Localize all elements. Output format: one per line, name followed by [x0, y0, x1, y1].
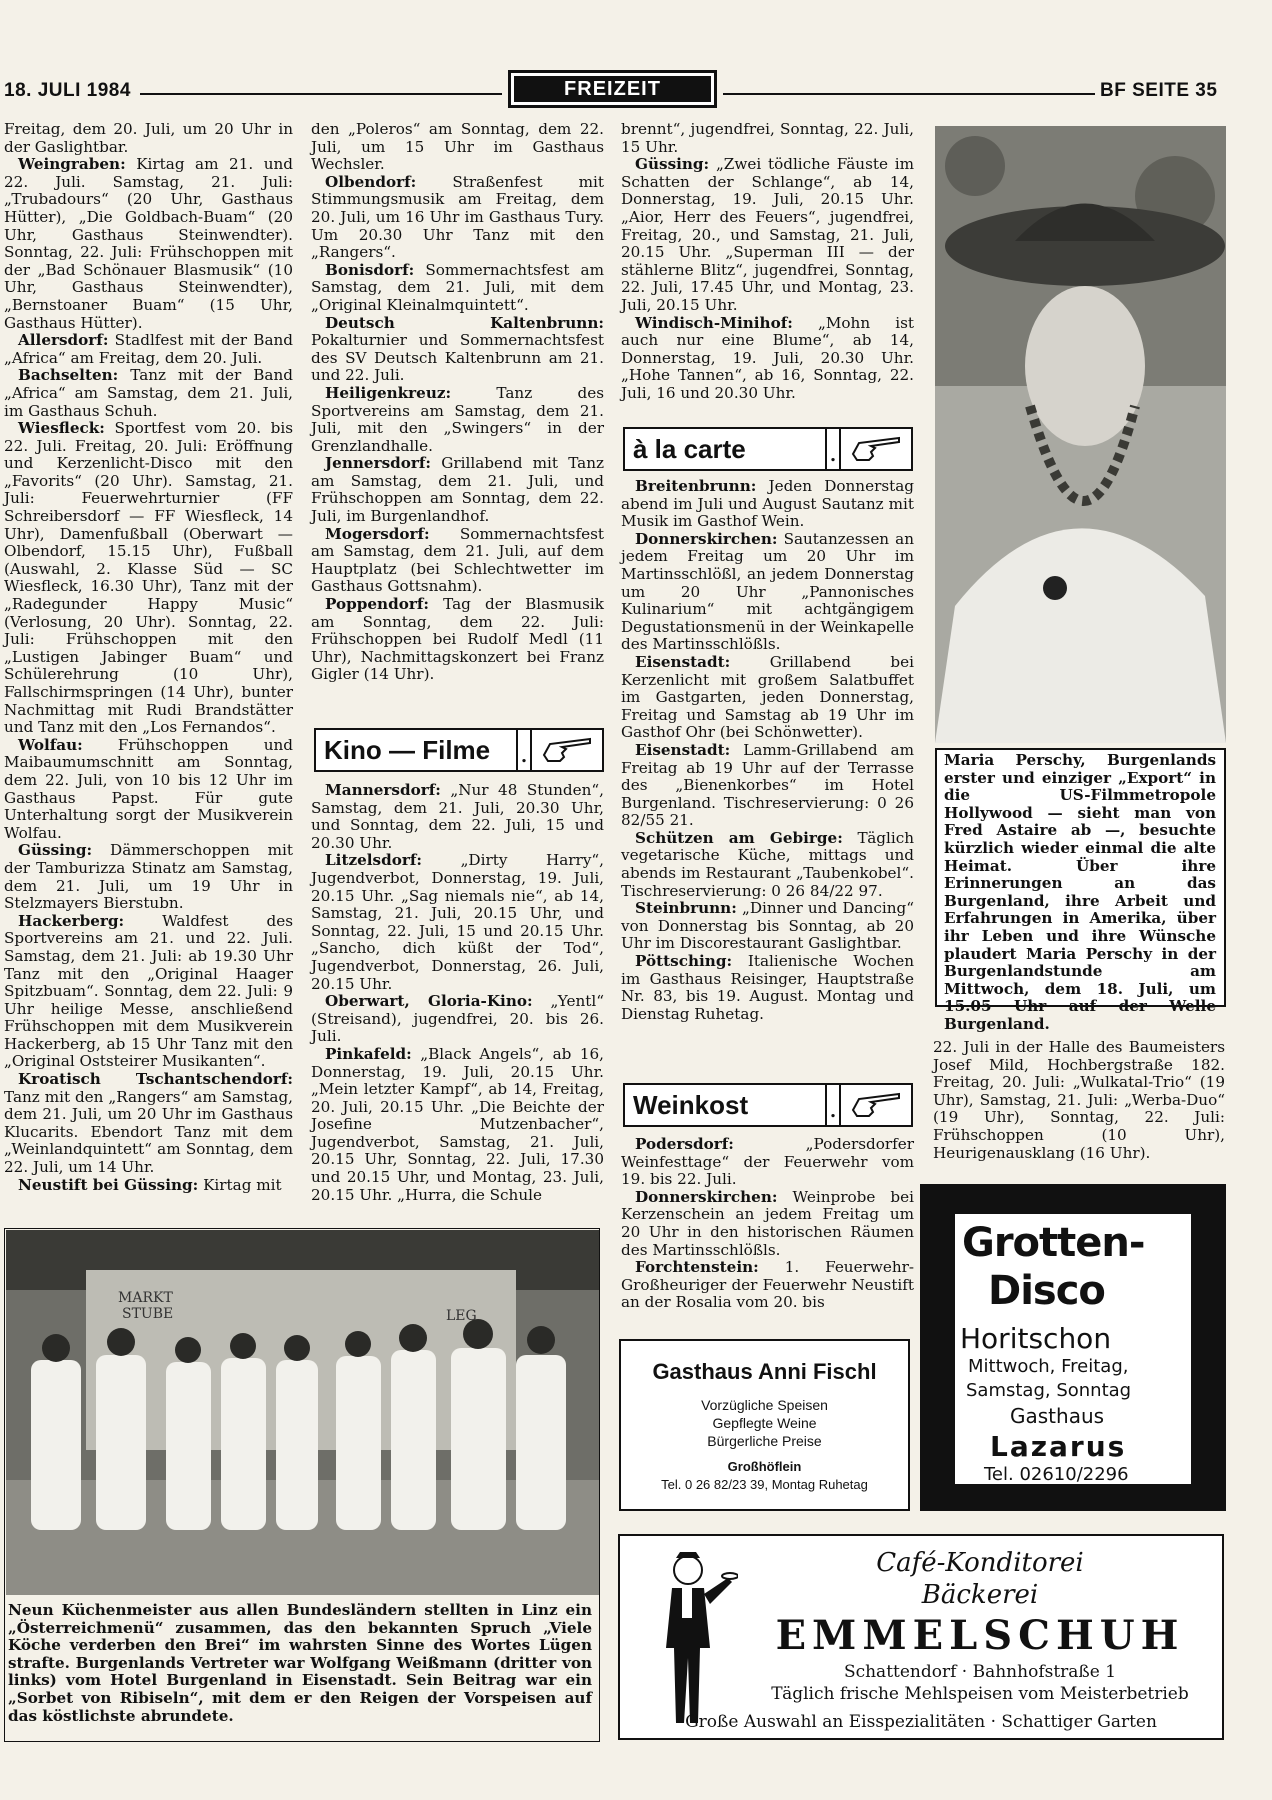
entry-place: Mannersdorf:: [325, 781, 441, 799]
rubric-dot: .: [827, 429, 841, 469]
ad-fischl-name: Gasthaus Anni Fischl: [652, 1359, 877, 1384]
event-entry: [4, 332, 293, 367]
ad-grotten-line5: Samstag, Sonntag: [966, 1380, 1132, 1401]
entry-place: Pöttsching:: [635, 952, 733, 971]
portrait-caption: Maria Perschy, Burgenlands erster und einziger „Export“ in die US-Filmmetropole Hollywood — sieht man von Fred Astaire ab —, besuchte kürzlich wieder einmal die alte Heimat. Über ihre Erinnerungen an das Burgenland, ihre Arbeit und Erfahrungen in Amerika, über ihr Leben und ihre Wünsche plaudert Maria Perschy in der Burgenlandstunde am Mittwoch, dem 18. Juli, um 15.05 Uhr auf der Welle Burgenland.: [944, 751, 1216, 1033]
entry-place: Güssing:: [18, 841, 93, 860]
entry-place: Steinbrunn:: [635, 899, 737, 918]
event-entry: [4, 367, 293, 420]
event-entry: [4, 121, 293, 156]
entry-place: Jennersdorf:: [325, 454, 432, 473]
ad-grotten-line1: Grotten-: [962, 1220, 1145, 1266]
header-rule-right: [723, 93, 1095, 95]
column-1: [4, 121, 293, 1194]
ad-gasthaus-fischl: [619, 1339, 910, 1511]
section-title: FREIZEIT: [514, 76, 711, 102]
waiter-icon: [648, 1548, 738, 1732]
entry-place: Heiligenkreuz:: [325, 383, 452, 402]
entry-text: Täglich vegetarische Küche, mittags und abends im Restaurant „Taubenkobel“. Tischreservierung: 0 26 84/22 97.: [621, 828, 915, 900]
ad-emmelschuh-name: EMMELSCHUH: [775, 1612, 1185, 1659]
event-entry: [311, 596, 604, 684]
entry-text: brennt“, jugendfrei, Sonntag, 22. Juli, 15 Uhr.: [621, 120, 914, 156]
entry-place: Forchtenstein:: [635, 1258, 759, 1277]
entry-place: Schützen am Gebirge:: [635, 828, 843, 847]
pointing-hand-icon: [532, 730, 602, 770]
entry-place: Güssing:: [635, 155, 710, 174]
ad-fischl-tel: Tel. 0 26 82/23 39, Montag Ruhetag: [661, 1477, 868, 1492]
entry-text: Weinprobe bei Kerzenschein an jedem Freitag um 20 Uhr in den historischen Räumen des Martinsschlößls.: [621, 1187, 914, 1259]
entry-text: „Zwei tödliche Fäuste im Schatten der Schlange“, ab 14, Donnerstag, 19. Juli, 20.15 Uhr. „Aior, Herr des Feuers“, jugendfrei, Freitag, 20., und Samstag, 21. Juli, 20.15 Uhr. „Superman III — der stählerne Blitz“, jugendfrei, Sonntag, 22. Juli, 17.45 Uhr, und Montag, 23. Juli, 20.15 Uhr.: [621, 155, 914, 314]
rubric-weinkost: [623, 1083, 913, 1127]
event-entry: [621, 1189, 914, 1259]
entry-text: „Yentl“ (Streisand), jugendfrei, 20. bis 26. Juli.: [311, 992, 604, 1046]
entry-text: Sommernachtsfest am Samstag, dem 21. Juli, mit dem „Original Kleinalmquintett“.: [311, 260, 604, 314]
entry-text: Straßenfest mit Stimmungsmusik am Freitag, dem 20. Juli, um 16 Uhr im Gasthaus Tury. Um 20.30 Uhr Tanz mit den „Rangers“.: [311, 172, 605, 262]
entry-text: Kirtag mit: [203, 1175, 282, 1194]
event-entry: [311, 1046, 604, 1204]
ad-fischl-line2: Gepflegte Weine: [712, 1415, 817, 1431]
event-entry: [621, 478, 914, 531]
event-entry: [621, 953, 914, 1023]
group-photo-sign: MARKT: [118, 1290, 173, 1306]
ad-fischl-line3: Bürgerliche Preise: [707, 1433, 822, 1449]
entry-text: Freitag, dem 20. Juli, um 20 Uhr in der Gaslightbar.: [4, 120, 293, 156]
rubric-kino-label: Kino — Filme: [316, 730, 518, 770]
event-entry: [621, 1136, 914, 1189]
entry-place: Wolfau:: [18, 735, 83, 754]
page-number: BF SEITE 35: [1100, 80, 1218, 101]
issue-date: 18. JULI 1984: [4, 80, 131, 101]
ad-fischl-line1: Vorzügliche Speisen: [701, 1397, 828, 1413]
event-entry: [621, 654, 914, 742]
event-entry: [4, 1071, 293, 1177]
entry-place: Kroatisch Tschantschendorf:: [18, 1070, 293, 1089]
entry-text: „Mohn ist auch nur eine Blume“, ab 14, Donnerstag, 19. Juli, 20.30 Uhr. „Hohe Tannen“, ab 16, Sonntag, 22. Juli, 16 und 20.30 Uhr.: [621, 313, 914, 402]
ad-emmelschuh: [618, 1534, 1224, 1740]
ad-grotten-line7: Lazarus: [990, 1430, 1127, 1463]
entry-place: Hackerberg:: [18, 911, 125, 930]
event-entry: [4, 913, 293, 1071]
entry-text: „Dirty Harry“, Jugendverbot, Donnerstag, 19. Juli, 20.15 Uhr. „Sag niemals nie“, ab 14, Samstag, 21. Juli, 20.15 Uhr, und Sonntag, 22. Juli, 15 und 20.15 Uhr. „Sancho, dich küßt der Tod“, Jugendverbot, Donnerstag, 26. Juli, 20.15 Uhr.: [311, 851, 604, 993]
entry-text: 1. Feuerwehr-Großheuriger der Feuerwehr Neustift an der Rosalia vom 20. bis: [621, 1258, 914, 1312]
group-photo-frame: [4, 1228, 600, 1742]
entry-place: Poppendorf:: [325, 595, 429, 614]
column-2-kino: [311, 782, 604, 1204]
pointing-hand-icon: [841, 429, 911, 469]
ad-emmelschuh-line4: Große Auswahl an Eisspezialitäten · Schattiger Garten: [685, 1712, 1157, 1732]
entry-text: Stadlfest mit der Band „Africa“ am Freitag, dem 20. Juli.: [4, 331, 293, 367]
ad-emmelschuh-line3: Täglich frische Mehlspeisen vom Meisterbetrieb: [771, 1684, 1189, 1704]
entry-place: Bachselten:: [18, 366, 119, 385]
event-entry: [311, 782, 604, 852]
event-entry: [621, 1259, 914, 1312]
rubric-carte: [623, 427, 913, 471]
pointing-hand-icon: [841, 1085, 911, 1125]
event-entry: [311, 993, 604, 1046]
entry-place: Breitenbrunn:: [635, 477, 757, 495]
ad-grotten-line2: Disco: [988, 1268, 1105, 1314]
ad-grotten-line3: Horitschon: [960, 1322, 1112, 1355]
ad-grotten-line6: Gasthaus: [1010, 1404, 1105, 1428]
entry-place: Weingraben:: [18, 155, 126, 174]
event-entry: [4, 842, 293, 912]
entry-place: Bonisdorf:: [325, 260, 415, 279]
entry-text: Sportfest vom 20. bis 22. Juli. Freitag, 20. Juli: Eröffnung und Kerzenlicht-Disco mit den „Favorits“ (20 Uhr). Samstag, 21. Juli: Feuerwehrturnier (FF Schreibersdorf — FF Wiesfleck, 14 Uhr), Damenfußball (Oberwart — Olbendorf, 15.15 Uhr), Fußball (Auswahl, 2. Klasse Süd — SC Wiesfleck, 16.30 Uhr), Tanz mit der „Radegunder Happy Music“ (Verlosung, 20 Uhr). Sonntag, 22. Juli: Frühschoppen mit den „Lustigen Jabinger Buam“ und Schülerehrung (10 Uhr), Fallschirmspringen (14 Uhr), bunter Nachmittag mit Rudi Brandstätter und Tanz mit den „Los Fernandos“.: [4, 419, 294, 737]
group-photo-sign: LEG: [446, 1308, 477, 1324]
event-entry: [4, 1177, 293, 1195]
entry-text: Tanz mit den „Rangers“ am Samstag, dem 21. Juli, um 20 Uhr im Gasthaus Klucarits. Ebendort Tanz mit dem „Weinlandquintett“ am Sonntag, dem 22. Juli, um 14 Uhr.: [4, 1087, 293, 1177]
ad-grotten-line8: Tel. 02610/2296: [984, 1464, 1129, 1485]
ad-emmelschuh-address: Schattendorf · Bahnhofstraße 1: [843, 1662, 1117, 1682]
entry-text: Tag der Blasmusik am Sonntag, dem 22. Juli: Frühschoppen bei Rudolf Medl (11 Uhr), Nachmittagskonzert bei Franz Gigler (14 Uhr).: [311, 595, 604, 684]
entry-place: Wiesfleck:: [18, 419, 105, 438]
event-entry: [621, 531, 914, 654]
column-2-events: [311, 121, 604, 684]
event-entry: [311, 455, 604, 525]
event-entry: [621, 121, 914, 156]
section-label: [508, 70, 717, 108]
entry-place: Deutsch Kaltenbrunn:: [325, 313, 604, 332]
group-photo-caption: Neun Küchenmeister aus allen Bundesländern stellten in Linz ein „Österreichmenü“ zusammen, das den bekannten Spruch „Viele Köche verderben den Brei“ im wahrsten Sinne des Wortes Lügen strafte. Burgenlands Vertreter war Wolfgang Weißmann (dritter von links) vom Hotel Burgenland in Eisenstadt. Sein Beitrag war ein „Sorbet von Ribiseln“, mit dem er den Reigen der Vorspeisen auf das köstlichste abrundete.: [8, 1601, 592, 1725]
rubric-kino: [314, 728, 604, 772]
entry-text: „Dinner und Dancing“ von Donnerstag bis Sonntag, ab 20 Uhr im Discorestaurant Gaslightbar.: [621, 899, 914, 953]
event-entry: [621, 315, 914, 403]
entry-text: Lamm-Grillabend am Freitag ab 19 Uhr auf der Terrasse des „Bienenkorbes“ im Hotel Burgenland. Tischreservierung: 0 26 82/55 21.: [621, 740, 915, 830]
ad-fischl-town: Großhöflein: [727, 1459, 802, 1474]
group-photo-sign: STUBE: [122, 1306, 174, 1322]
entry-place: Podersdorf:: [635, 1135, 734, 1153]
entry-place: Donnerskirchen:: [635, 1187, 778, 1206]
event-entry: [311, 526, 604, 596]
entry-place: Litzelsdorf:: [325, 851, 422, 870]
header-rule-left: [140, 93, 502, 95]
entry-text: Tanz des Sportvereins am Samstag, dem 21. Juli, mit den „Swingers“ in der Grenzlandhalle.: [311, 383, 604, 455]
entry-place: Pinkafeld:: [325, 1044, 412, 1063]
event-entry: [311, 852, 604, 993]
event-entry: [311, 315, 604, 385]
event-entry: [311, 121, 604, 174]
entry-text: Sautanzessen an jedem Freitag um 20 Uhr im Martinsschlößl, an jedem Donnerstag um 20 Uhr „Pannonisches Kulinarium“ mit achtgängigem Degustationsmenü in der Weinkapelle des Martinsschlößls.: [621, 529, 915, 654]
entry-text: Kirtag am 21. und 22. Juli. Samstag, 21. Juli: „Trubadours“ (20 Uhr, Gasthaus Hütter), „Die Goldbach-Buam“ (20 Uhr, Gasthaus Steinwendter). Sonntag, 22. Juli: Frühschoppen mit der „Bad Schönauer Blasmusik“ (10 Uhr, Gasthaus Steinwendter), „Bernstoaner Buam“ (15 Uhr, Gasthaus Hütter).: [4, 155, 293, 332]
rubric-carte-label: à la carte: [625, 429, 827, 469]
entry-place: Oberwart, Gloria-Kino:: [325, 992, 533, 1011]
entry-text: „Black Angels“, ab 16, Donnerstag, 19. Juli, 20.15 Uhr. „Mein letzter Kampf“, ab 14, Freitag, 20. Juli, 20.15 Uhr. „Die Beichte der Josefine Mutzenbacher“, Jugendverbot, Samstag, 21. Juli, 20.15 Uhr, Sonntag, 22. Juli, 17.30 und 20.15 Uhr, und Montag, 23. Juli, 20.15 Uhr. „Hurra, die Schule: [311, 1044, 605, 1204]
entry-text: Italienische Wochen im Gasthaus Reisinger, Hauptstraße Nr. 83, bis 19. August. Montag und Dienstag Ruhetag.: [621, 952, 914, 1023]
entry-text: „Nur 48 Stunden“, Samstag, dem 21. Juli, 20.30 Uhr, und Sonntag, dem 22. Juli, 15 und 20.30 Uhr.: [311, 781, 604, 852]
entry-place: Allersdorf:: [18, 331, 109, 350]
ad-emmelschuh-line2: Bäckerei: [921, 1580, 1039, 1610]
event-entry: [311, 174, 604, 262]
rubric-dot: .: [518, 730, 532, 770]
column-3-kino: [621, 121, 914, 403]
event-entry: [621, 156, 914, 314]
rubric-dot: .: [827, 1085, 841, 1125]
portrait-photo: [935, 126, 1226, 743]
event-entry: [4, 156, 293, 332]
ad-emmelschuh-line1: Café-Konditorei: [876, 1548, 1084, 1578]
entry-place: Windisch-Minihof:: [635, 313, 793, 332]
event-entry: [621, 900, 914, 953]
column-3-carte: [621, 478, 914, 1023]
column-4-text: 22. Juli in der Halle des Baumeisters Josef Mild, Hochbergstraße 182. Freitag, 20. Juli: „Wulkatal-Trio“ (19 Uhr), Samstag, 21. Juli: „Werba-Duo“ (19 Uhr), Sonntag, 22. Juli: Frühschoppen (10 Uhr), Heurigenausklang (16 Uhr).: [933, 1038, 1225, 1162]
entry-place: Eisenstadt:: [635, 740, 731, 759]
entry-place: Neustift bei Güssing:: [18, 1175, 199, 1194]
event-entry: [621, 830, 914, 900]
event-entry: [311, 385, 604, 455]
entry-text: den „Poleros“ am Sonntag, dem 22. Juli, um 15 Uhr im Gasthaus Wechsler.: [311, 120, 604, 174]
entry-text: Sommernachtsfest am Samstag, dem 21. Juli, auf dem Hauptplatz (bei Schlechtwetter im Gasthaus Gottsnahm).: [311, 524, 604, 596]
entry-text: Jeden Donnerstag abend im Juli und August Sautanz mit Musik im Gasthof Wein.: [621, 477, 915, 531]
entry-text: Grillabend mit Tanz am Samstag, dem 21. Juli, und Frühschoppen am Sonntag, dem 22. Juli, im Burgenlandhof.: [311, 454, 604, 526]
event-entry: [4, 420, 293, 737]
entry-place: Mogersdorf:: [325, 524, 430, 543]
entry-text: Grillabend bei Kerzenlicht mit großem Salatbuffet im Gastgarten, jeden Donnerstag, Freitag und Samstag ab 19 Uhr im Gasthof Ohr (bei Schönwetter).: [621, 652, 914, 742]
rubric-weinkost-label: Weinkost: [625, 1085, 827, 1125]
entry-text: Tanz mit der Band „Africa“ am Samstag, dem 21. Juli, im Gasthaus Schuh.: [4, 366, 293, 420]
entry-text: Pokalturnier und Sommernachtsfest des SV Deutsch Kaltenbrunn am 21. und 22. Juli.: [311, 331, 604, 385]
entry-text: Dämmerschoppen mit der Tamburizza Stinatz am Samstag, dem 21. Juli, um 19 Uhr in Stelzmayers Bierstubn.: [4, 841, 293, 913]
entry-place: Eisenstadt:: [635, 652, 731, 671]
event-entry: [311, 262, 604, 315]
entry-text: Waldfest des Sportvereins am 21. und 22. Juli. Samstag, dem 21. Juli: ab 19.30 Uhr Tanz mit den „Original Haager Spitzbuam“. Sonntag, dem 22. Juli: 9 Uhr heilige Messe, anschließend Frühschoppen mit dem Musikverein Hackerberg, ab 15 Uhr Tanz mit den „Original Oststeirer Musikanten“.: [4, 911, 294, 1071]
ad-grotten-disco: [920, 1184, 1226, 1511]
entry-text: Frühschoppen und Maibaumumschnitt am Sonntag, dem 22. Juli, von 10 bis 12 Uhr im Gasthaus Papst. Für gute Unterhaltung sorgt der Musikverein Wolfau.: [4, 735, 293, 842]
entry-place: Donnerskirchen:: [635, 529, 778, 548]
entry-place: Olbendorf:: [325, 172, 417, 191]
column-3-weinkost: [621, 1136, 914, 1312]
ad-grotten-line4: Mittwoch, Freitag,: [968, 1356, 1129, 1377]
event-entry: [621, 742, 914, 830]
entry-text: „Podersdorfer Weinfesttage“ der Feuerwehr vom 19. bis 22. Juli.: [621, 1135, 914, 1189]
event-entry: [4, 737, 293, 843]
